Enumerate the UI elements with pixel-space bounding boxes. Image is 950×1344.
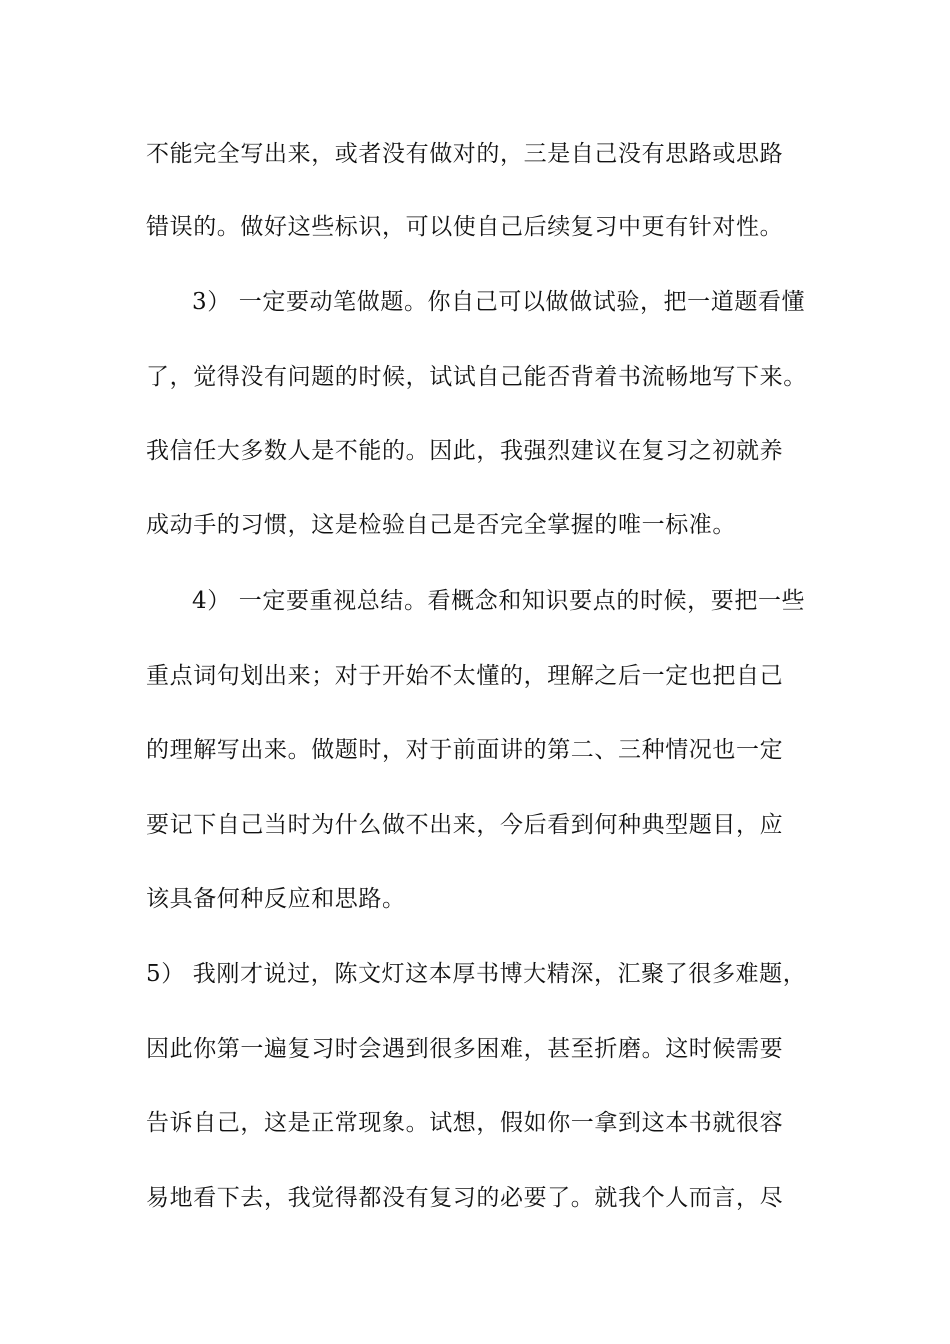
- text-line: 成动手的习惯，这是检验自己是否完全掌握的唯一标准。: [146, 512, 736, 538]
- text-line: 不能完全写出来，或者没有做对的，三是自己没有思路或思路: [146, 141, 784, 167]
- text-line: 重点词句划出来；对于开始不太懂的，理解之后一定也把自己: [146, 663, 784, 689]
- text-line: 的理解写出来。做题时，对于前面讲的第二、三种情况也一定: [146, 737, 784, 763]
- text-line: 因此你第一遍复习时会遇到很多困难，甚至折磨。这时候需要: [146, 1036, 784, 1062]
- text-line: 易地看下去，我觉得都没有复习的必要了。就我个人而言，尽: [146, 1185, 784, 1211]
- text-line: 错误的。做好这些标识，可以使自己后续复习中更有针对性。: [146, 214, 784, 240]
- text-line: 我信任大多数人是不能的。因此，我强烈建议在复习之初就养: [146, 438, 784, 464]
- text-line: 了，觉得没有问题的时候，试试自己能否背着书流畅地写下来。: [146, 364, 807, 390]
- text-line: 该具备何种反应和思路。: [146, 886, 406, 912]
- text-line: 3） 一定要动笔做题。你自己可以做做试验，把一道题看懂: [192, 289, 806, 315]
- text-line: 告诉自己，这是正常现象。试想，假如你一拿到这本书就很容: [146, 1110, 784, 1136]
- text-line: 要记下自己当时为什么做不出来，今后看到何种典型题目，应: [146, 812, 784, 838]
- text-line: 5） 我刚才说过，陈文灯这本厚书博大精深，汇聚了很多难题，: [146, 961, 807, 987]
- text-line: 4） 一定要重视总结。看概念和知识要点的时候，要把一些: [192, 588, 806, 614]
